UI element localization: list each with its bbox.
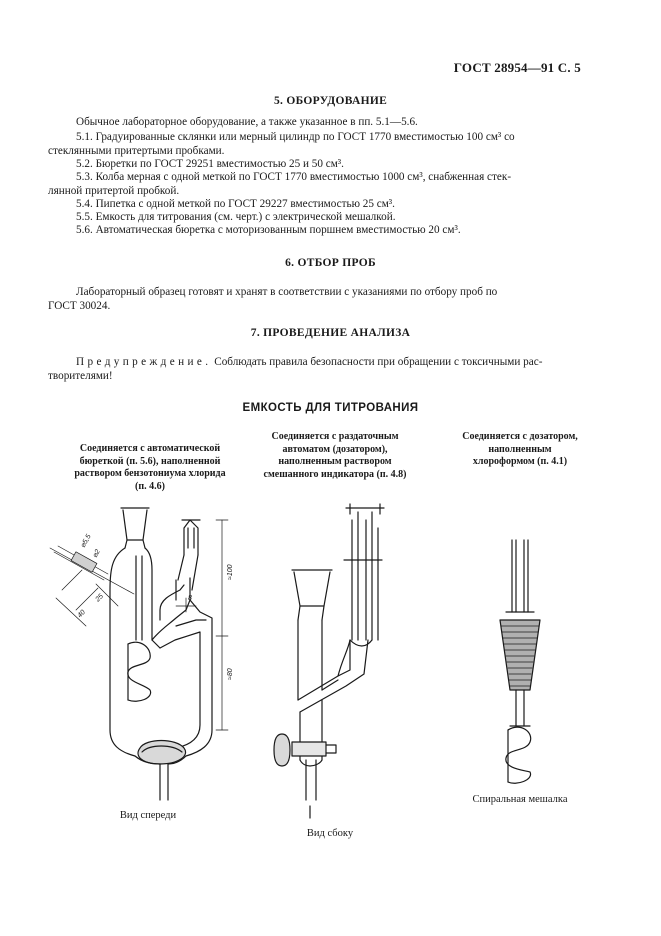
page-header-code: ГОСТ 28954—91 С. 5 — [453, 60, 581, 75]
section-5-intro: Обычное лабораторное оборудование, а также указанное в пп. 5.1—5.6. — [76, 116, 418, 128]
dim-diameter-2: ⌀2 — [91, 548, 102, 559]
dim-40: 40 — [76, 608, 87, 620]
spiral-stirrer — [500, 540, 540, 783]
item-5-4: 5.4. Пипетка с одной меткой по ГОСТ 29227 вместимостью 25 см³. — [76, 198, 395, 210]
caption-side-line: Соединяется с раздаточным — [271, 431, 399, 442]
dim-25: 25 — [94, 592, 105, 604]
side-view-vessel — [274, 504, 384, 818]
item-5-1-line-2: стеклянными притертыми пробками. — [48, 145, 225, 157]
caption-front-line: раствором бензотониума хлорида — [74, 468, 226, 479]
caption-side-line: смешанного индикатора (п. 4.8) — [263, 468, 407, 480]
caption-front-line: Соединяется с автоматической — [79, 443, 221, 454]
caption-front-line: (п. 4.6) — [135, 480, 165, 492]
section-5-title: 5. ОБОРУДОВАНИЕ — [273, 95, 388, 107]
section-6-line-1: Лабораторный образец готовят и хранят в соответствии с указаниями по отбору проб по — [76, 286, 498, 298]
dim-8: 8 — [188, 595, 192, 602]
caption-side-line: автоматом (дозатором), — [282, 443, 388, 455]
dim-100: ≈100 — [227, 564, 234, 580]
item-5-3-line-2: лянной притертой пробкой. — [48, 185, 180, 197]
front-view-vessel — [110, 508, 212, 800]
dim-diameter-5-5: ⌀5,5 — [79, 533, 93, 549]
caption-side-line: наполненным раствором — [278, 456, 392, 467]
item-5-5: 5.5. Емкость для титрования (см. черт.) с электрической мешалкой. — [76, 211, 396, 223]
item-5-2: 5.2. Бюретки по ГОСТ 29251 вместимостью 25 и 50 см³. — [76, 158, 344, 170]
label-side-view: Вид сбоку — [306, 828, 354, 839]
section-6-line-2: ГОСТ 30024. — [48, 300, 111, 312]
section-7-line-2: творителями! — [48, 370, 113, 382]
item-5-6: 5.6. Автоматическая бюретка с моторизованным поршнем вместимостью 20 см³. — [76, 224, 461, 236]
front-view-dimensions — [50, 520, 228, 730]
item-5-3-line-1: 5.3. Колба мерная с одной меткой по ГОСТ 1770 вместимостью 1000 см³, снабженная стек- — [76, 171, 512, 183]
figure-title: ЕМКОСТЬ ДЛЯ ТИТРОВАНИЯ — [242, 402, 419, 414]
caption-stirrer-line: хлороформом (п. 4.1) — [472, 456, 568, 467]
label-spiral-stirrer: Спиральная мешалка — [472, 794, 568, 805]
warning-word: Предупреждение. — [76, 356, 212, 368]
item-5-1-line-1: 5.1. Градуированные склянки или мерный цилиндр по ГОСТ 1770 вместимостью 100 см³ со — [76, 131, 515, 143]
caption-stirrer-line: Соединяется с дозатором, — [462, 431, 578, 442]
section-7-title: 7. ПРОВЕДЕНИЕ АНАЛИЗА — [250, 327, 411, 339]
label-front-view: Вид спереди — [119, 810, 177, 821]
warning-text: Соблюдать правила безопасности при обращении с токсичными рас- — [214, 356, 543, 368]
section-6-title: 6. ОТБОР ПРОБ — [285, 257, 376, 269]
dim-80: ≈80 — [227, 668, 234, 680]
caption-front-line: бюреткой (п. 5.6), наполненной — [79, 455, 221, 467]
caption-stirrer-line: наполненным — [488, 443, 552, 455]
